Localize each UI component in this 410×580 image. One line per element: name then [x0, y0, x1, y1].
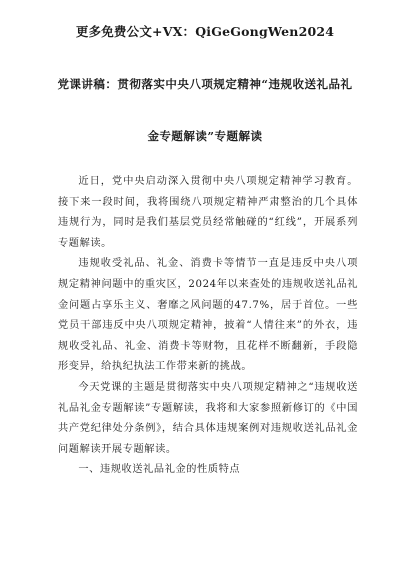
- header-banner: 更多免费公文+VX：QiGeGongWen2024: [75, 24, 335, 39]
- body-paragraph-3: 今天党课的主题是贯彻落实中央八项规定精神之“违规收送礼品礼金专题解读”专题解读，我将和大家参照新修订的《中国共产党纪律处分条例》，结合具体违规案例对违规收送礼品礼金问题解读开展专题解读。: [58, 381, 358, 455]
- body-paragraph-2: 违规收受礼品、礼金、消费卡等情节一直是违反中央八项规定精神问题中的重灾区，2024年以来查处的违规收送礼品礼金问题占享乐主义、奢靡之风问题的47.7%，居于首位。一些党员干部违反中央八项规定精神，披着“人情往来”的外衣，违规收受礼品、礼金、消费卡等财物，且花样不断翻新，手段隐形变异，给执纪执法工作带来新的挑战。: [58, 258, 358, 373]
- document-title-line-2: 金专题解读”专题解读: [147, 129, 263, 143]
- section-heading: 一、违规收送礼品礼金的性质特点: [78, 464, 241, 476]
- document-title-line-1: 党课讲稿：贯彻落实中央八项规定精神“违规收送礼品礼: [57, 77, 353, 91]
- document-body: [58, 172, 358, 481]
- body-paragraph-1: 近日，党中央启动深入贯彻中央八项规定精神学习教育。接下来一段时间，我将围绕八项规定精神严肃整治的几个具体违规行为，同时是我们基层党员经常触碰的“红线”，开展系列专题解读。: [58, 176, 358, 249]
